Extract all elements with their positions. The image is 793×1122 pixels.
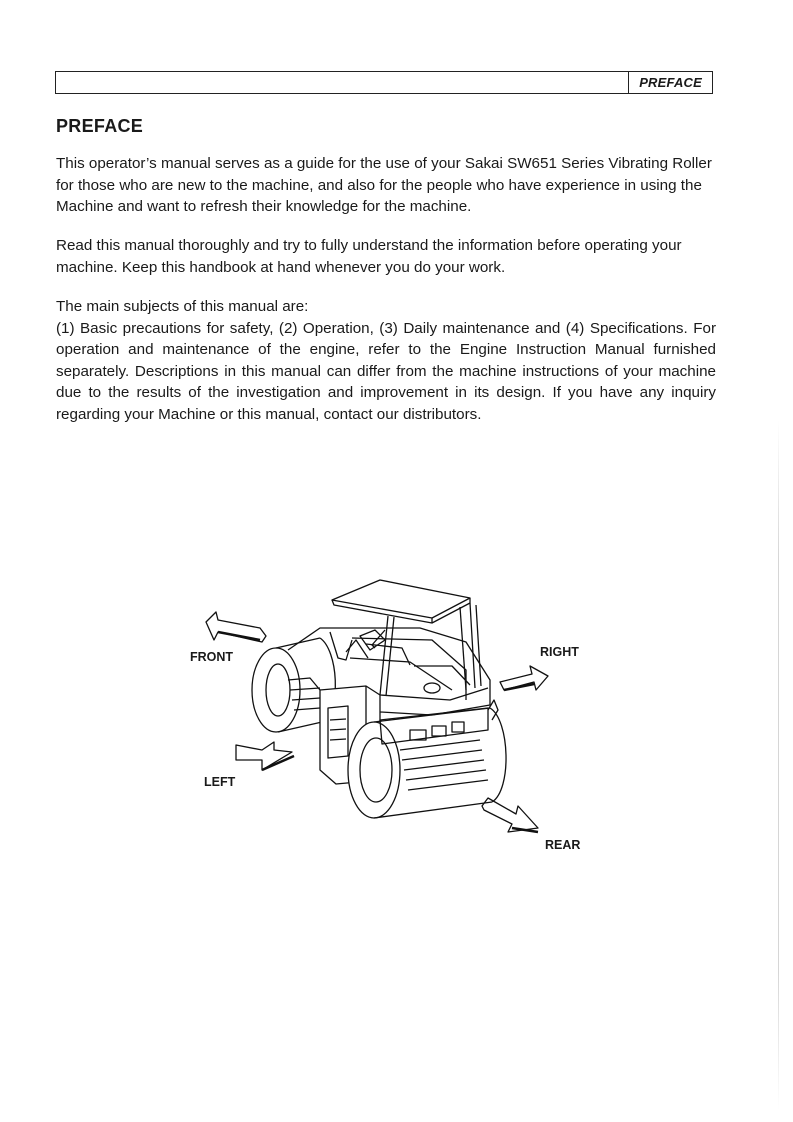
front-arrow-icon [206, 612, 266, 642]
page-title: PREFACE [56, 116, 144, 136]
read-manual-paragraph: Read this manual thoroughly and try to fully understand the information before operating your machine. Keep this handbook at hand whenever you do your work. [56, 237, 682, 276]
left-label: LEFT [204, 775, 236, 789]
roller-orientation-figure [170, 570, 620, 860]
header-bar [55, 71, 713, 94]
header-section-label: PREFACE [628, 71, 712, 94]
rear-label: REAR [545, 838, 581, 852]
subjects-body: (1) Basic precautions for safety, (2) Operation, (3) Daily maintenance and (4) Specifications. For operation and maintenance of the engine, refer to the Engine Instruction Manual furnished separately. Descriptions in this manual can differ from the machine instructions of your machine due to the results of the investigation and improvement in its design. If you have any inquiry regarding your Machine or this manual, contact our distributors. [56, 319, 716, 423]
rear-arrow-icon [482, 798, 538, 832]
left-arrow-icon [236, 742, 292, 770]
subjects-intro: The main subjects of this manual are: [56, 298, 309, 315]
right-label: RIGHT [540, 645, 579, 659]
scan-edge-shadow [778, 420, 779, 1110]
subjects-paragraph [56, 296, 716, 425]
front-label: FRONT [190, 650, 234, 664]
intro-paragraph: This operator’s manual serves as a guide for the use of your Sakai SW651 Series Vibrating Roller for those who are new to the machine, and also for the people who have experience in using the Machine and want to refresh their knowledge for the machine. [56, 155, 712, 215]
vibrating-roller-illustration [170, 570, 620, 860]
